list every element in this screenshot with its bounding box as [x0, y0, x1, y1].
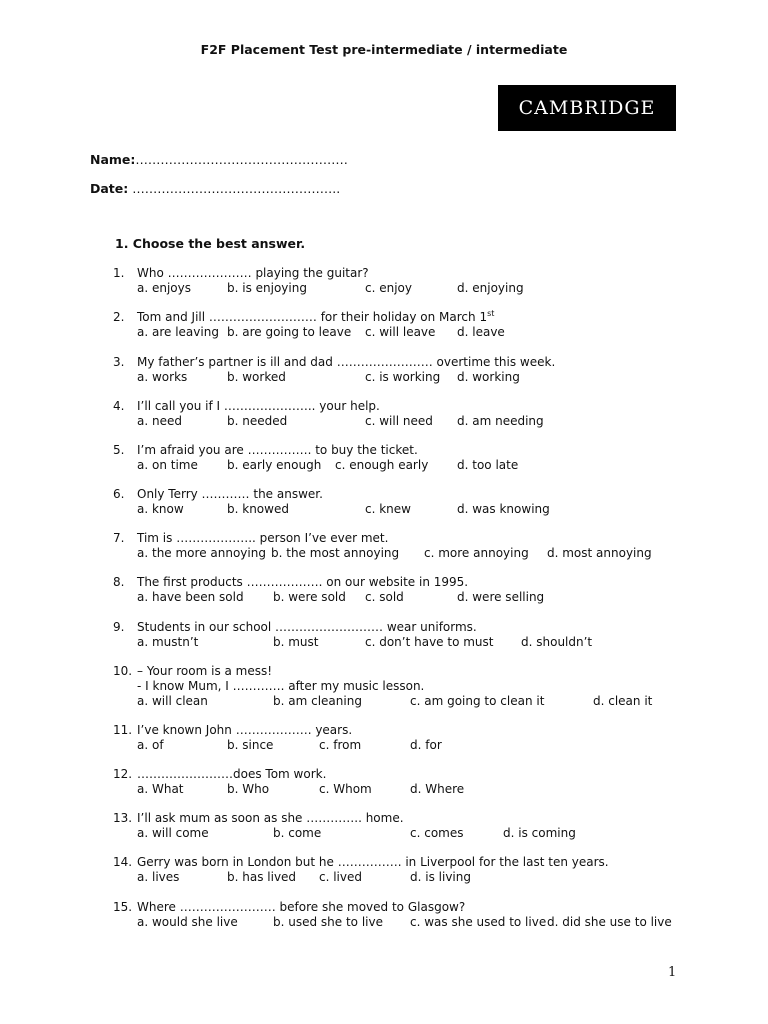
- answer-option-b[interactable]: b. the most annoying: [271, 546, 400, 560]
- question-number: 2.: [113, 310, 125, 324]
- answer-option-d[interactable]: d. is living: [410, 870, 471, 884]
- answer-options: [137, 694, 737, 709]
- answer-option-a[interactable]: a. on time: [137, 458, 198, 472]
- answer-option-c[interactable]: c. don’t have to must: [365, 635, 494, 649]
- answer-options: [137, 738, 737, 753]
- page-number: 1: [668, 965, 677, 980]
- question-text: [137, 575, 468, 590]
- question-text-content: My father’s partner is ill and dad …………………… overtime this week.: [137, 355, 556, 369]
- answer-option-b[interactable]: b. must: [273, 635, 319, 649]
- answer-option-b[interactable]: b. is enjoying: [227, 281, 307, 295]
- answer-option-c[interactable]: c. comes: [410, 826, 464, 840]
- answer-option-b[interactable]: b. were sold: [273, 590, 346, 604]
- answer-option-b[interactable]: b. are going to leave: [227, 325, 352, 339]
- answer-option-c[interactable]: c. lived: [319, 870, 362, 884]
- answer-option-a[interactable]: a. enjoys: [137, 281, 191, 295]
- question-number: 1.: [113, 266, 125, 280]
- answer-option-a[interactable]: a. would she live: [137, 915, 238, 929]
- answer-option-d[interactable]: d. working: [457, 370, 520, 384]
- answer-options: [137, 325, 737, 340]
- answer-option-a[interactable]: a. works: [137, 370, 188, 384]
- answer-option-b[interactable]: b. come: [273, 826, 322, 840]
- question-text: [137, 900, 465, 915]
- answer-option-a[interactable]: a. will come: [137, 826, 209, 840]
- answer-options: [137, 870, 737, 885]
- question-text-content: Gerry was born in London but he ……………. in Liverpool for the last ten years.: [137, 855, 609, 869]
- answer-option-b[interactable]: b. knowed: [227, 502, 289, 516]
- logo-text: CAMBRIDGE: [518, 97, 656, 119]
- question-number: 12.: [113, 767, 133, 781]
- question-text: [137, 531, 388, 546]
- question-text: [137, 723, 352, 738]
- section-heading: 1. Choose the best answer.: [115, 236, 306, 251]
- answer-options: [137, 826, 737, 841]
- answer-options: [137, 635, 737, 650]
- answer-option-a[interactable]: a. What: [137, 782, 184, 796]
- name-dots: ……………………………………………: [135, 152, 348, 167]
- page-title: F2F Placement Test pre-intermediate / intermediate: [200, 42, 568, 57]
- answer-option-b[interactable]: b. used she to live: [273, 915, 383, 929]
- answer-option-a[interactable]: a. will clean: [137, 694, 208, 708]
- answer-options: [137, 414, 737, 429]
- date-field[interactable]: [90, 181, 340, 196]
- question-text: [137, 620, 477, 635]
- question-text-content: I’ll call you if I ………………….. your help.: [137, 399, 380, 413]
- answer-option-b[interactable]: b. early enough: [227, 458, 322, 472]
- question-text-content: Tim is ……………….. person I’ve ever met.: [137, 531, 389, 545]
- answer-option-c[interactable]: c. will leave: [365, 325, 436, 339]
- answer-options: [137, 590, 737, 605]
- answer-option-d[interactable]: d. clean it: [593, 694, 653, 708]
- answer-option-b[interactable]: b. am cleaning: [273, 694, 362, 708]
- question-text-content: Students in our school ……………………… wear uniforms.: [137, 620, 477, 634]
- answer-option-c[interactable]: c. sold: [365, 590, 404, 604]
- answer-option-d[interactable]: d. was knowing: [457, 502, 550, 516]
- answer-option-c[interactable]: c. more annoying: [424, 546, 529, 560]
- answer-option-b[interactable]: b. has lived: [227, 870, 297, 884]
- date-label: Date:: [90, 181, 129, 196]
- answer-options: [137, 458, 737, 473]
- question-text: [137, 443, 418, 458]
- answer-option-c[interactable]: c. from: [319, 738, 362, 752]
- question-number: 10.: [113, 664, 133, 678]
- answer-option-c[interactable]: c. will need: [365, 414, 433, 428]
- answer-option-d[interactable]: d. too late: [457, 458, 519, 472]
- answer-option-a[interactable]: a. lives: [137, 870, 180, 884]
- answer-option-d[interactable]: d. am needing: [457, 414, 544, 428]
- answer-option-a[interactable]: a. need: [137, 414, 182, 428]
- question-text-content: Tom and Jill ……………………… for their holiday on March 1: [137, 310, 488, 324]
- question-text: [137, 811, 404, 826]
- date-dots: …………………………………………..: [128, 181, 341, 196]
- answer-options: [137, 281, 737, 296]
- answer-option-b[interactable]: b. worked: [227, 370, 286, 384]
- name-label: Name:: [90, 152, 136, 167]
- question-text-content: – Your room is a mess!: [137, 664, 273, 678]
- question-number: 9.: [113, 620, 125, 634]
- answer-option-d[interactable]: d. leave: [457, 325, 505, 339]
- answer-option-c[interactable]: c. knew: [365, 502, 411, 516]
- question-text-content: I’ll ask mum as soon as she ………….. home.: [137, 811, 404, 825]
- question-text: [137, 767, 326, 782]
- question-text-content: The first products ………………. on our website in 1995.: [137, 575, 469, 589]
- name-field[interactable]: [90, 152, 348, 167]
- answer-option-c[interactable]: c. enough early: [335, 458, 429, 472]
- question-number: 8.: [113, 575, 125, 589]
- question-number: 14.: [113, 855, 133, 869]
- answer-option-d[interactable]: d. is coming: [503, 826, 576, 840]
- question-text: [137, 310, 494, 325]
- answer-option-a[interactable]: a. of: [137, 738, 164, 752]
- question-number: 4.: [113, 399, 125, 413]
- answer-option-a[interactable]: a. have been sold: [137, 590, 244, 604]
- answer-option-d[interactable]: d. were selling: [457, 590, 545, 604]
- answer-option-c[interactable]: c. am going to clean it: [410, 694, 545, 708]
- answer-option-a[interactable]: a. know: [137, 502, 184, 516]
- answer-option-b[interactable]: b. Who: [227, 782, 270, 796]
- answer-option-d[interactable]: d. most annoying: [547, 546, 652, 560]
- question-text-content: Where …………………… before she moved to Glasgow?: [137, 900, 466, 914]
- question-text: [137, 679, 424, 694]
- answer-option-b[interactable]: b. needed: [227, 414, 288, 428]
- answer-option-c[interactable]: c. enjoy: [365, 281, 412, 295]
- answer-options: [137, 502, 737, 517]
- answer-option-c[interactable]: c. is working: [365, 370, 441, 384]
- question-text-content: I’m afraid you are ……………. to buy the ticket.: [137, 443, 418, 457]
- answer-option-d[interactable]: d. shouldn’t: [521, 635, 593, 649]
- question-number: 6.: [113, 487, 125, 501]
- cambridge-logo: [498, 85, 676, 131]
- question-text: [137, 266, 369, 281]
- question-number: 15.: [113, 900, 133, 914]
- question-number: 7.: [113, 531, 125, 545]
- answer-option-c[interactable]: c. was she used to live: [410, 915, 547, 929]
- question-text: [137, 664, 272, 679]
- answer-options: [137, 782, 737, 797]
- answer-option-d[interactable]: d. enjoying: [457, 281, 524, 295]
- answer-options: [137, 370, 737, 385]
- question-number: 5.: [113, 443, 125, 457]
- answer-option-a[interactable]: a. mustn’t: [137, 635, 199, 649]
- answer-options: [137, 915, 737, 930]
- question-text-content: Who ………………… playing the guitar?: [137, 266, 369, 280]
- question-text: [137, 855, 609, 870]
- answer-option-a[interactable]: a. the more annoying: [137, 546, 266, 560]
- question-text: [137, 399, 380, 414]
- question-text: [137, 487, 323, 502]
- question-text-content: Only Terry ………… the answer.: [137, 487, 323, 501]
- answer-option-a[interactable]: a. are leaving: [137, 325, 219, 339]
- answer-option-d[interactable]: d. did she use to live: [547, 915, 672, 929]
- question-number: 13.: [113, 811, 133, 825]
- answer-option-d[interactable]: d. Where: [410, 782, 465, 796]
- question-text-content: - I know Mum, I …………. after my music lesson.: [137, 679, 425, 693]
- question-text: [137, 355, 555, 370]
- question-text-content: ……………………does Tom work.: [137, 767, 327, 781]
- answer-option-d[interactable]: d. for: [410, 738, 442, 752]
- answer-option-c[interactable]: c. Whom: [319, 782, 372, 796]
- ordinal-suffix: st: [487, 309, 495, 318]
- answer-options: [137, 546, 737, 561]
- answer-option-b[interactable]: b. since: [227, 738, 274, 752]
- question-number: 3.: [113, 355, 125, 369]
- question-text-content: I’ve known John ………………. years.: [137, 723, 353, 737]
- question-number: 11.: [113, 723, 133, 737]
